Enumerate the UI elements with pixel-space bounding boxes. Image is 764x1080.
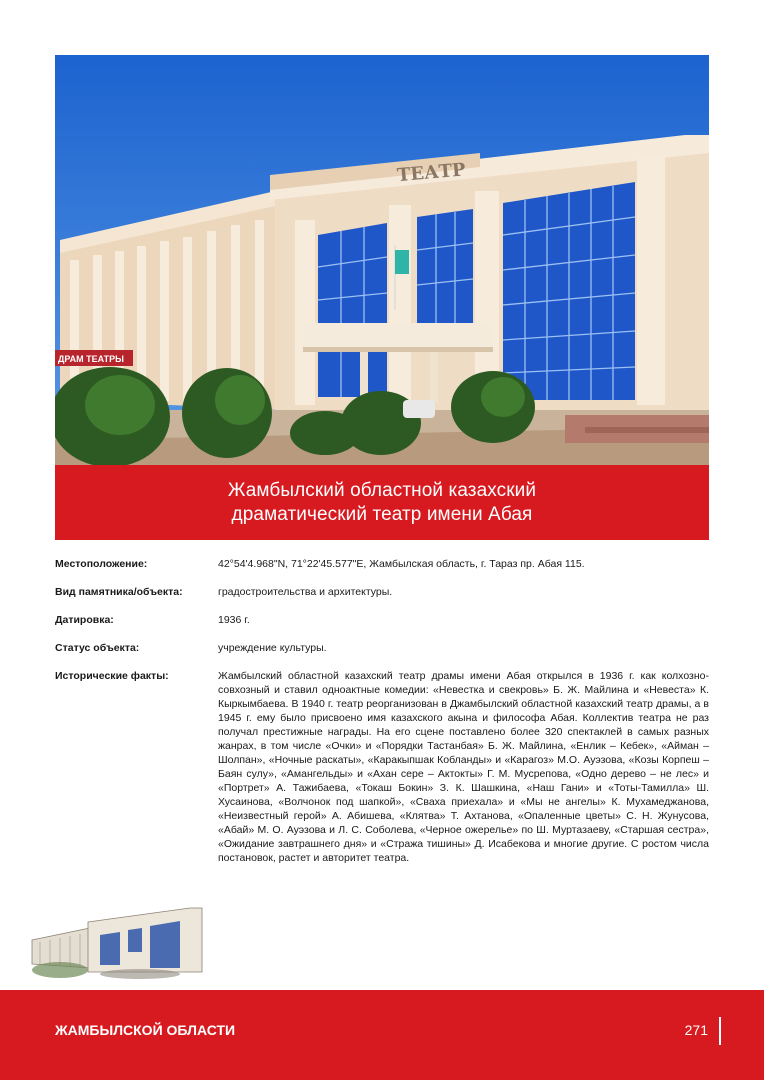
side-sign: ДРАМ ТЕАТРЫ <box>58 354 124 364</box>
facade-sign: ТЕАТР <box>396 159 467 187</box>
title-banner <box>55 465 709 540</box>
facts-value: Жамбылский областной казахский театр драмы имени Абая открылся в 1936 г. как колхозно-совхозный и ставил одноактные комедии: «Невестка и свекровь» Б. Ж. Майлина и «Невеста» К. Кыркымбаева. В 1940 г. театр реорганизован в Джамбылский областной казахский театр драмы, а в 1945 г. ему было присвоено имя казахского акына и философа Абая. Коллектив театра не раз получал престижные награды. На его сцене поставлено более 320 спектаклей в самых разных жанрах, в том числе «Очки» и «Порядки Тастанбая» Б. Ж. Майлина, «Енлик – Кебек», «Айман – Шолпан», «Ночные раскаты», «Каракыпшак Кобланды» и «Карагоз» М.О. Ауэзова, «Козы Корпеш – Баян сулу», «Амангельды» и «Ахан сере – Актокты» Г. М. Мусрепова, «Одно дерево – не лес» и «Портрет» А. Тажибаева, «Токаш Бокин» З. К. Шашкина, «Наш Гани» и «Тоты-Тамилла» Ш. Хусаинова, «Волчонок под шапкой», «Сваха приехала» и «Мы не ангелы» К. Мухамеджанова, «Неизвестный герой» А. Абишева, «Клятва» Т. Ахтанова, «Опаленные цветы» С. Н. Жунусова, «Абай» М. О. Ауэзова и Л. С. Соболева, «Черное ожерелье» по Ш. Муртазаеву, «Старшая сестра», «Ожидание завтрашнего дня» и «Стража тишины» Д. Исабекова и многие другие. С ростом числа постановок, растет и авторитет театра. <box>218 670 709 864</box>
theater-photo <box>55 55 709 465</box>
status-label: Статус объекта: <box>55 642 140 654</box>
location-value: 42°54'4.968"N, 71°22'45.577"E, Жамбылская область, г. Тараз пр. Абая 115. <box>218 558 585 570</box>
building-sketch <box>30 890 208 980</box>
location-label: Местоположение: <box>55 558 148 570</box>
footer-region: ЖАМБЫЛСКОЙ ОБЛАСТИ <box>55 1022 236 1038</box>
dating-label: Датировка: <box>55 614 114 626</box>
page-number: 271 <box>684 1022 708 1038</box>
title-line-1: Жамбылский областной казахский <box>227 479 537 501</box>
page-divider <box>719 1017 721 1045</box>
type-label: Вид памятника/объекта: <box>55 586 183 598</box>
status-value: учреждение культуры. <box>218 642 327 654</box>
title-line-2: драматический театр имени Абая <box>231 503 533 525</box>
dating-value: 1936 г. <box>218 614 250 626</box>
type-value: градостроительства и архитектуры. <box>218 586 393 598</box>
footer-bar <box>0 990 764 1080</box>
facts-label: Исторические факты: <box>55 670 169 682</box>
